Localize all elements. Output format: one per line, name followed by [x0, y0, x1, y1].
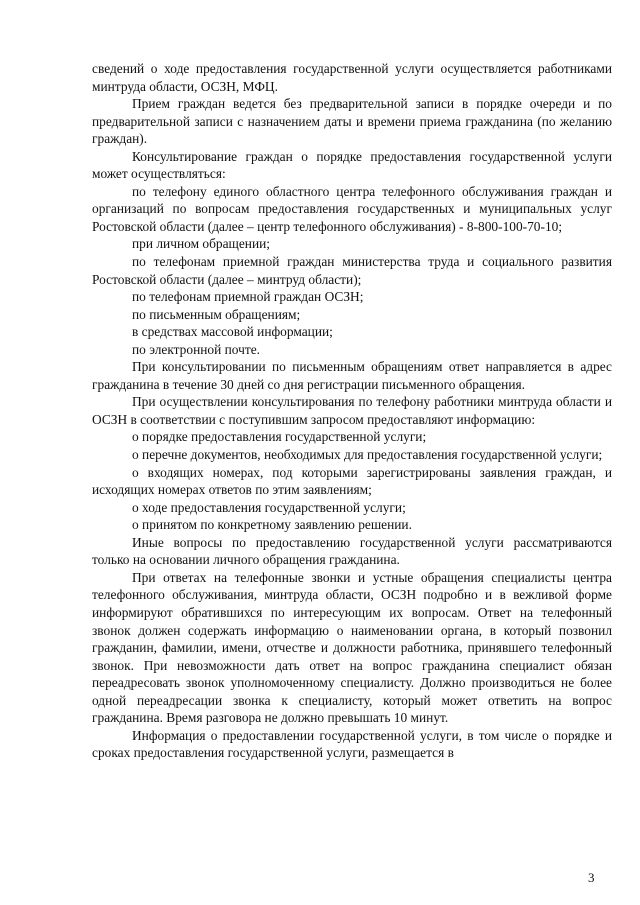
paragraph: о принятом по конкретному заявлению решении. [132, 517, 412, 533]
paragraph: в средствах массовой информации; [132, 324, 333, 340]
paragraph: о ходе предоставления государственной услуги; [132, 499, 406, 515]
paragraph: при личном обращении; [132, 236, 271, 252]
paragraph: сведений о ходе предоставления государственной услуги осуществляется работниками минтруда области, ОСЗН, МФЦ. [92, 61, 612, 94]
paragraph: Иные вопросы по предоставлению государственной услуги рассматриваются только на основании личного обращения гражданина. [92, 534, 612, 568]
paragraph: Прием граждан ведется без предварительной записи в порядке очереди и по предварительной записи с назначением даты и времени приема гражданина (по желанию граждан). [92, 96, 612, 147]
paragraph: по электронной почте. [132, 341, 261, 357]
paragraph: Информация о предоставлении государственной услуги, в том числе о порядке и сроках предоставления государственной услуги, размещается в [92, 727, 612, 761]
paragraph: по телефонам приемной граждан ОСЗН; [132, 289, 364, 305]
paragraph: При осуществлении консультирования по телефону работники минтруда области и ОСЗН в соответствии с поступившим запросом предоставляют информацию: [92, 394, 612, 427]
paragraph: по телефонам приемной граждан министерства труда и социального развития Ростовской области (далее – минтруд области); [92, 254, 612, 287]
paragraph: о порядке предоставления государственной услуги; [132, 429, 427, 445]
paragraph: При ответах на телефонные звонки и устные обращения специалисты центра телефонного обслуживания, минтруда области, ОСЗН подробно и в вежливой форме информируют обратившихся по интересующим их вопросам. Ответ на телефонный звонок должен содержать информацию о наименовании органа, в который позвонил гражданин, фамилии, имени, отчестве и должности работника, принявшего телефонный звонок. При невозможности дать ответ на вопрос гражданина специалист обязан переадресовать звонок уполномоченному специалисту. Должно производиться не более одной переадресации звонка к специалисту, который может ответить на вопрос гражданина. Время разговора не должно превышать 10 минут. [92, 569, 612, 726]
document-body [92, 60, 612, 762]
paragraph: Консультирование граждан о порядке предоставления государственной услуги может осуществляться: [92, 148, 612, 182]
paragraph: При консультировании по письменным обращениям ответ направляется в адрес гражданина в течение 30 дней со дня регистрации письменного обращения. [92, 359, 612, 392]
paragraph: о перечне документов, необходимых для предоставления государственной услуги; [132, 447, 603, 463]
page-number: 3 [588, 870, 595, 885]
paragraph: о входящих номерах, под которыми зарегистрированы заявления граждан, и исходящих номерах ответов по этим заявлениям; [92, 464, 612, 498]
paragraph: по письменным обращениям; [132, 306, 301, 322]
paragraph: по телефону единого областного центра телефонного обслуживания граждан и организаций по вопросам предоставления государственных и муниципальных услуг Ростовской области (далее – центр телефонного обслуживания) - 8-800-100-70-10; [92, 183, 612, 234]
